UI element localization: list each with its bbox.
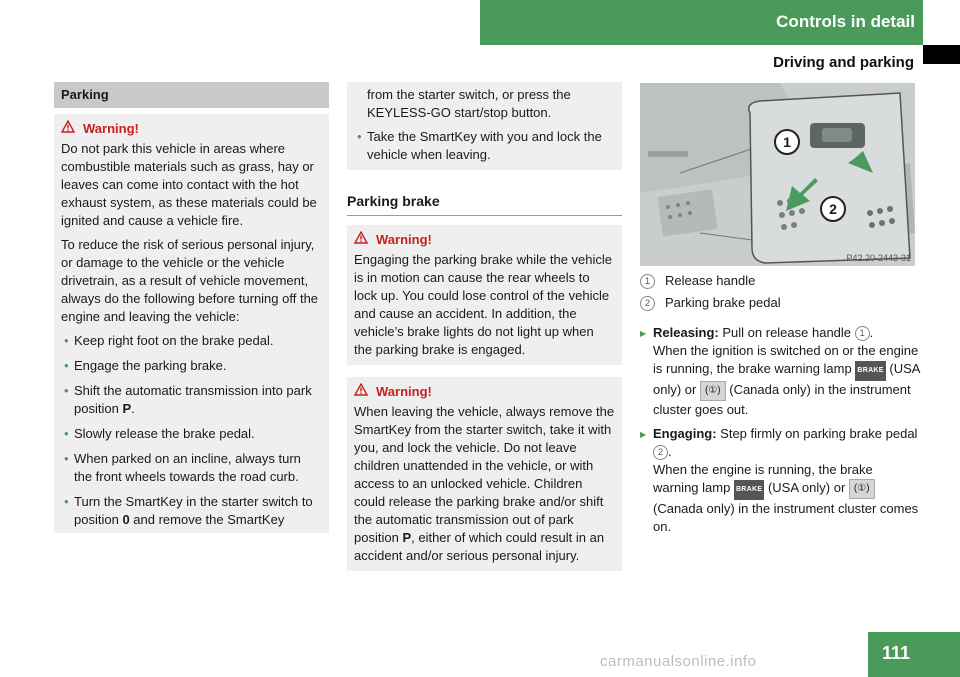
left-column bbox=[54, 82, 329, 533]
list-item: • Shift the automatic transmission into park position P. bbox=[61, 382, 322, 418]
middle-column bbox=[347, 82, 622, 571]
callout-number: 2 bbox=[640, 296, 655, 311]
warning-label: Warning! bbox=[376, 232, 432, 247]
canada-brake-lamp-icon: (①) bbox=[849, 479, 875, 499]
parking-heading: Parking bbox=[54, 82, 329, 108]
warning-triangle-icon bbox=[354, 383, 370, 401]
parking-brake-illustration bbox=[640, 83, 915, 266]
parking-warning-continued bbox=[347, 82, 622, 170]
caption-release-handle: 1 Release handle bbox=[640, 272, 920, 290]
callout-2: 2 bbox=[820, 196, 846, 222]
continued-text: from the starter switch, or press the KEYLESS-GO start/stop button. bbox=[367, 87, 571, 120]
caption-parking-brake-pedal: 2 Parking brake pedal bbox=[640, 294, 920, 312]
warning-text: Engaging the parking brake while the vehicle is in motion can cause the rear wheels to lock up. You could lose control of the vehicle and cause an accident. In addition, the vehicle’s brake lights do not light up when the parking brake is engaged. bbox=[354, 252, 613, 357]
warning-heading bbox=[61, 120, 322, 138]
list-item: • Keep right foot on the brake pedal. bbox=[61, 332, 322, 350]
subsection-title: Driving and parking bbox=[773, 54, 914, 71]
list-item: • Slowly release the brake pedal. bbox=[61, 425, 322, 443]
parking-brake-warning-2 bbox=[347, 377, 622, 571]
step-engaging: ▶ Engaging: Step firmly on parking brake pedal 2 . When the engine is running, the brake warning lamp BRAKE (USA only) or (①) (Canada only) in the instrument cluster comes on. bbox=[640, 425, 920, 536]
right-column bbox=[640, 272, 920, 542]
list-item: • When parked on an incline, always turn the front wheels towards the road curb. bbox=[61, 450, 322, 486]
callout-1: 1 bbox=[774, 129, 800, 155]
parking-warning-box bbox=[54, 114, 329, 533]
warning-paragraph-2: To reduce the risk of serious personal injury, or damage to the vehicle or the vehicle drivetrain, as a result of vehicle movement, always do the following before turning off the engine and leaving the vehicle: bbox=[61, 237, 319, 324]
canada-brake-lamp-icon: (①) bbox=[700, 381, 726, 401]
brake-warning-lamp-icon: BRAKE bbox=[855, 361, 885, 381]
watermark: carmanualsonline.info bbox=[600, 653, 757, 670]
list-item: • Turn the SmartKey in the starter switch to position 0 and remove the SmartKey bbox=[61, 493, 322, 529]
warning-label: Warning! bbox=[376, 384, 432, 399]
page-number: 111 bbox=[882, 643, 911, 663]
parking-brake-warning-1 bbox=[347, 225, 622, 365]
parking-steps-list bbox=[61, 332, 322, 529]
warning-triangle-icon bbox=[354, 231, 370, 249]
warning-triangle-icon bbox=[61, 120, 77, 138]
park-position: P bbox=[122, 401, 132, 416]
image-code: P42.20-2443-31 bbox=[846, 253, 911, 263]
list-item: • Engage the parking brake. bbox=[61, 357, 322, 375]
park-position: P bbox=[402, 530, 412, 545]
switch-position: 0 bbox=[122, 512, 130, 527]
brake-warning-lamp-icon: BRAKE bbox=[734, 480, 764, 500]
header-tab bbox=[923, 45, 960, 64]
dashboard-footwell-drawing bbox=[640, 83, 915, 266]
callout-number: 1 bbox=[640, 274, 655, 289]
parking-brake-heading: Parking brake bbox=[347, 188, 622, 216]
warning-paragraph-1: Do not park this vehicle in areas where combustible materials such as grass, hay or leaves can come into contact with the hot exhaust system, as these materials could be ignited and cause a vehicle fire. bbox=[61, 141, 317, 228]
step-releasing: ▶ Releasing: Pull on release handle 1 . When the ignition is switched on or the engine is running, the brake warning lamp BRAKE (USA only) or (①) (Canada only) in the instrument cluster goes out. bbox=[640, 324, 920, 419]
warning-label: Warning! bbox=[83, 121, 139, 136]
list-item: • Take the SmartKey with you and lock the vehicle when leaving. bbox=[354, 128, 615, 164]
warning-text: When leaving the vehicle, always remove the SmartKey from the starter switch, take it with you, and lock the vehicle. Do not leave children unattended in the vehicle, or with access to an unlocked vehicle. Children could release the parking brake and/or shift the automatic transmission out of park position P, either of which could result in an accident and/or serious personal injury. bbox=[354, 404, 615, 563]
section-title: Controls in detail bbox=[776, 12, 915, 31]
